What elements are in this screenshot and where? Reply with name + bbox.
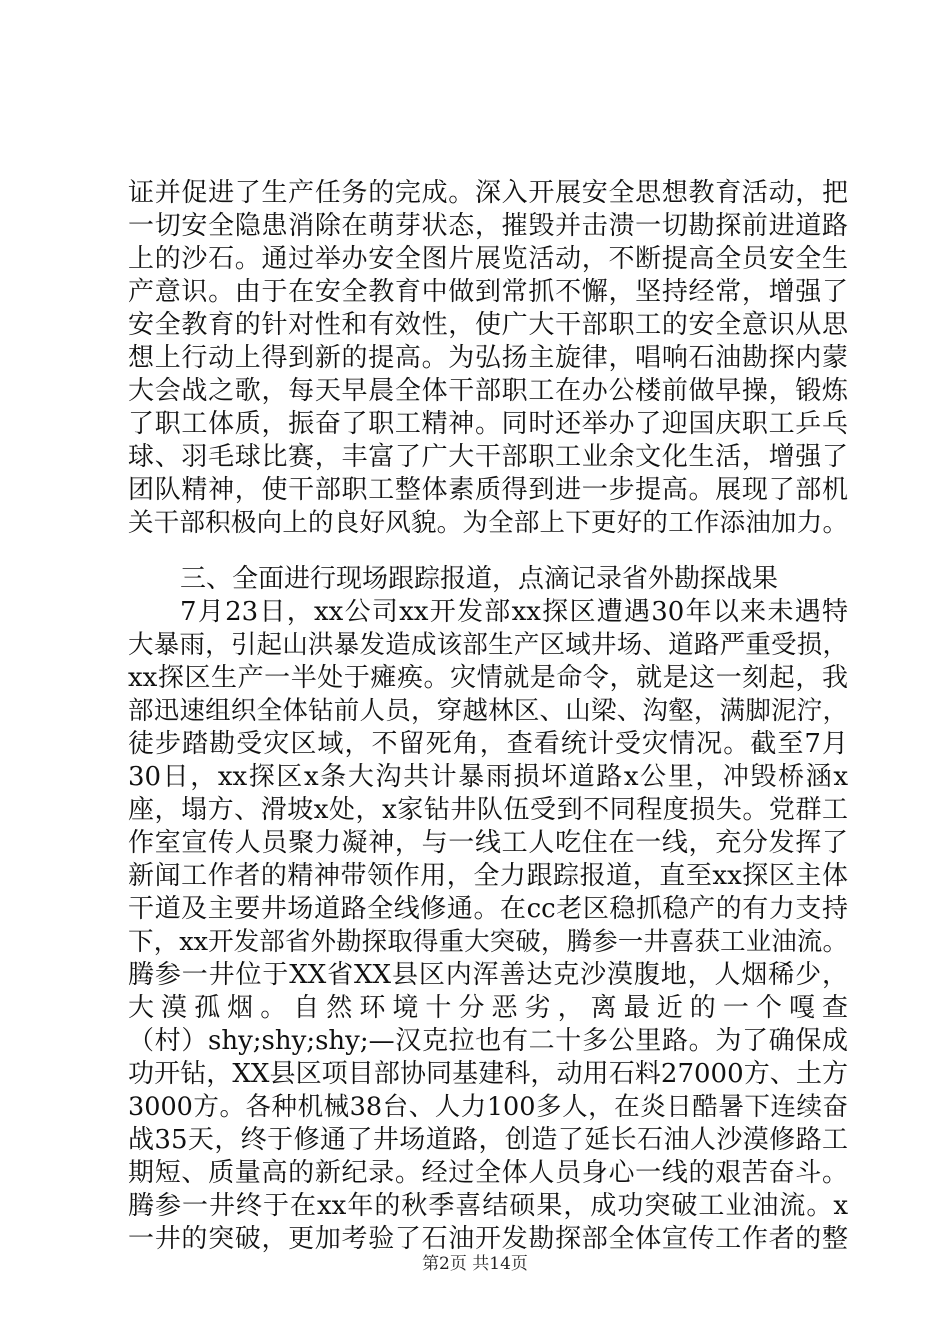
page-number-footer: 第2页 共14页 [422, 1254, 528, 1274]
text-line: 了职工体质，振奋了职工精神。同时还举办了迎国庆职工乒乓 [128, 409, 848, 439]
text-line: 关干部积极向上的良好风貌。为全部上下更好的工作添油加力。 [128, 508, 848, 538]
text-line: 徒步踏勘受灾区域，不留死角，查看统计受灾情况。截至7月 [128, 729, 848, 759]
text-line: 产意识。由于在安全教育中做到常抓不懈，坚持经常，增强了 [128, 277, 848, 307]
text-line: 一井的突破，更加考验了石油开发勘探部全体宣传工作者的整 [128, 1224, 848, 1254]
text-line: 战35天，终于修通了井场道路，创造了延长石油人沙漠修路工 [128, 1125, 848, 1155]
text-line: 期短、质量高的新纪录。经过全体人员身心一线的艰苦奋斗。 [128, 1158, 848, 1188]
text-line: 7月23日，xx公司xx开发部xx探区遭遇30年以来未遇特 [180, 597, 848, 627]
text-line: 3000方。各种机械38台、人力100多人，在炎日酷暑下连续奋 [128, 1092, 848, 1122]
section-heading: 三、全面进行现场跟踪报道，点滴记录省外勘探战果 [180, 564, 779, 594]
text-line: 腾参一井位于XX省XX县区内浑善达克沙漠腹地，人烟稀少， [128, 960, 848, 990]
text-line: 30日，xx探区x条大沟共计暴雨损坏道路x公里，冲毁桥涵x [128, 762, 848, 792]
text-line: 部迅速组织全体钻前人员，穿越林区、山梁、沟壑，满脚泥泞， [128, 696, 848, 726]
text-line: 功开钻，XX县区项目部协同基建科，动用石料27000方、土方 [128, 1059, 848, 1089]
text-line: 一切安全隐患消除在萌芽状态，摧毁并击溃一切勘探前进道路 [128, 211, 848, 241]
text-line: 安全教育的针对性和有效性，使广大干部职工的安全意识从思 [128, 310, 848, 340]
text-line: 下，xx开发部省外勘探取得重大突破，腾参一井喜获工业油流。 [128, 927, 848, 957]
text-line: 团队精神，使干部职工整体素质得到进一步提高。展现了部机 [128, 475, 848, 505]
text-line: 球、羽毛球比赛，丰富了广大干部职工业余文化生活，增强了 [128, 442, 848, 472]
text-line: 大会战之歌，每天早晨全体干部职工在办公楼前做早操，锻炼 [128, 376, 848, 406]
text-line: 座，塌方、滑坡x处，x家钻井队伍受到不同程度损失。党群工 [128, 795, 848, 825]
text-line: 大漠孤烟。自然环境十分恶劣，离最近的一个嘎查 [128, 993, 848, 1023]
text-line: 上的沙石。通过举办安全图片展览活动，不断提高全员安全生 [128, 244, 848, 274]
text-line: 想上行动上得到新的提高。为弘扬主旋律，唱响石油勘探内蒙 [128, 343, 848, 373]
text-line: 干道及主要井场道路全线修通。在cc老区稳抓稳产的有力支持 [128, 894, 848, 924]
text-line: 证并促进了生产任务的完成。深入开展安全思想教育活动，把 [128, 178, 848, 208]
text-line: 新闻工作者的精神带领作用，全力跟踪报道，直至xx探区主体 [128, 861, 848, 891]
text-line: 大暴雨，引起山洪暴发造成该部生产区域井场、道路严重受损， [128, 630, 848, 660]
text-line: 腾参一井终于在xx年的秋季喜结硕果，成功突破工业油流。x [128, 1191, 848, 1221]
text-line: （村）shy;shy;shy;—汉克拉也有二十多公里路。为了确保成 [128, 1026, 848, 1056]
text-line: xx探区生产一半处于瘫痪。灾情就是命令，就是这一刻起，我 [128, 663, 848, 693]
text-line: 作室宣传人员聚力凝神，与一线工人吃住在一线，充分发挥了 [128, 828, 848, 858]
